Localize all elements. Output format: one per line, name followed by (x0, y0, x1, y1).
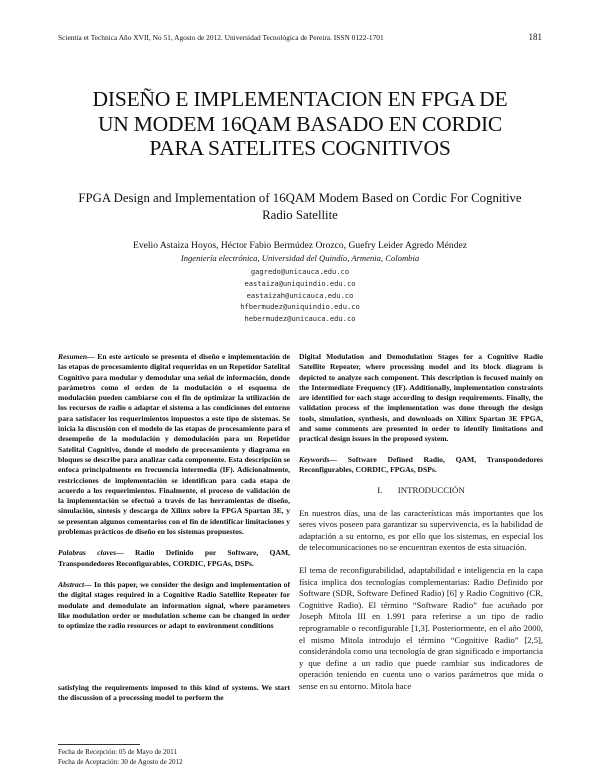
intro-paragraph-2: El tema de reconfigurabilidad, adaptabilidad e inteligencia en la capa física implica dos tecnologías complementarias: Radio Definido por Software (SDR, Software Defined Radio) [6] y Radio Cognitivo (CR, Cognitive Radio). El término “Software Radio” fue acuñado por Joseph Mitola III en 1.991 para referirse a un tipo de radio reprogramable o reconfigurable [1,3]. Posteriormente, en el año 2000, el mismo Mitola introdujo el término “Cognitive Radio” [2,5], considerándola como una tecnología de gran significado e importancia y que define a un radio que puede cambiar sus indicadores de operación teniendo en cuenta uno o varios parámetros que mida o sense en su entorno. Mitola hace (299, 564, 543, 691)
running-header (58, 33, 542, 42)
english-title-line: FPGA Design and Implementation of 16QAM Modem Based on Cordic For Cognitive (78, 191, 522, 205)
section-heading (299, 485, 543, 495)
footnote-rule (58, 744, 140, 745)
title-line: DISEÑO E IMPLEMENTACION EN FPGA DE (92, 87, 508, 111)
journal-citation: Scientia et Technica Año XVII, No 51, Agosto de 2012. Universidad Tecnológica de Pereira. ISSN 0122-1701 (58, 33, 384, 42)
resumen-label: Resumen— (58, 352, 95, 361)
email[interactable]: eastaizah@unicauca.edu.co (246, 290, 354, 300)
section-title: INTRODUCCIÓN (397, 485, 465, 496)
english-title (40, 190, 560, 224)
email[interactable]: eastaiza@uniquindio.edu.co (244, 278, 356, 288)
fecha-recepcion: Fecha de Recepción: 05 de Mayo de 2011 (58, 748, 177, 756)
paper-title (40, 87, 560, 161)
english-title-line: Radio Satellite (262, 208, 338, 222)
page-number: 181 (528, 32, 542, 42)
left-column (58, 352, 290, 631)
keywords-text: Software Defined Radio, QAM, Transpondedores Reconfigurables, CORDIC, FPGAs, DSPs. (299, 454, 543, 474)
email[interactable]: hebermudez@unicauca.edu.co (244, 314, 356, 324)
title-line: PARA SATELITES COGNITIVOS (149, 136, 451, 160)
affiliation: Ingeniería electrónica, Universidad del Quindío, Armenia, Colombia (180, 253, 420, 263)
title-line: UN MODEM 16QAM BASADO EN CORDIC (97, 111, 503, 136)
resumen-text: En este artículo se presenta el diseño e implementación de las etapas de procesamiento digital requeridas en un Repetidor Satelital Cognitivo para modular y demodular una señal de información, donde parámetros como el orden de la modulación o el esquema de modulación pueden cambiarse con el fin de optimizar la utilización de los recursos de radio o adaptar el sistema a las condiciones del entorno para satisfacer los requerimientos impuestos a este tipo de sistemas. Se inicia la discusión con el modelo de las etapas de procesamiento para el desempeño de la modulación y demodulación para un Repetidor Satelital Cognitivo, donde el modelo de procesamiento y diagrama en bloques se describe para analizar cada componente. Esta descripción se enfoca principalmente en frecuencia intermedia (IF). Adicionalmente, restricciones de implementación se identifican para cada etapa de acuerdo a los requerimientos. Finalmente, el proceso de validación de la implementación se efectuó a través de las herramientas de diseño, simulación, síntesis y descarga de Xilinx sobre la FPGA Spartan 3E, y se presentan algunos comentarios con el fin de identificar limitaciones y problemas prácticos de diseño en los sistemas propuestos. (58, 352, 290, 537)
abstract-continuation: satisfying the requirements imposed to this kind of systems. We start the discussion of a processing model to perform the (58, 683, 290, 703)
keywords-paragraph (299, 455, 543, 476)
palabras-text: Radio Definido por Software, QAM, Transpondedores Reconfigurables, CORDIC, FPGAs, DSPs. (58, 548, 291, 568)
abstract-label: Abstract— (58, 579, 92, 589)
email-list (40, 266, 560, 325)
abstract-text: In this paper, we consider the design and implementation of the digital stages required in a Cognitive Radio Satellite Repeater for modulate and demodulate an information signal, where parameters like modulation order or modulation scheme can be changed in order to optimize the radio resources or adapt to environment conditions (58, 579, 290, 631)
email[interactable]: gagredo@unicauca.edu.co (250, 267, 350, 276)
palabras-paragraph (58, 548, 290, 569)
author-list: Evelio Astaiza Hoyos, Héctor Fabio Bermúdez Orozco, Guefry Leider Agredo Méndez (132, 240, 468, 251)
footnotes (58, 748, 183, 767)
abstract-paragraph (58, 580, 290, 631)
resumen-paragraph (58, 352, 290, 537)
right-column (299, 352, 543, 692)
intro-paragraph-1: En nuestros días, una de las características más importantes que los seres vivos poseen para garantizar su supervivencia, es la habilidad de adaptación a su entorno, es por ello que los sistemas, en especial los de telecomunicaciones no se encuentran exentos de esta situación. (299, 507, 543, 553)
keywords-label: Keywords— (299, 454, 337, 464)
fecha-aceptacion: Fecha de Aceptación: 30 de Agosto de 2012 (58, 757, 183, 766)
email[interactable]: hfbermudez@uniquindio.edu.co (240, 302, 360, 312)
abstract-continued: Digital Modulation and Demodulation Stages for a Cognitive Radio Satellite Repeater, where processing model and its block diagram is depicted to analyze each component. This description is focused mainly on the Intermediate Frequency (IF). Additionally, implementation constraints are identified for each stage according to design requirements. Finally, the validation process of the implementation was done through the design tools, simulation, synthesis, and downloads on Xilinx Spartan 3E FPGA, and some comments are presented in order to identify limitations and practical design issues in the proposed system. (299, 352, 543, 444)
section-number: I. (377, 485, 383, 496)
palabras-label: Palabras claves— (58, 548, 124, 558)
